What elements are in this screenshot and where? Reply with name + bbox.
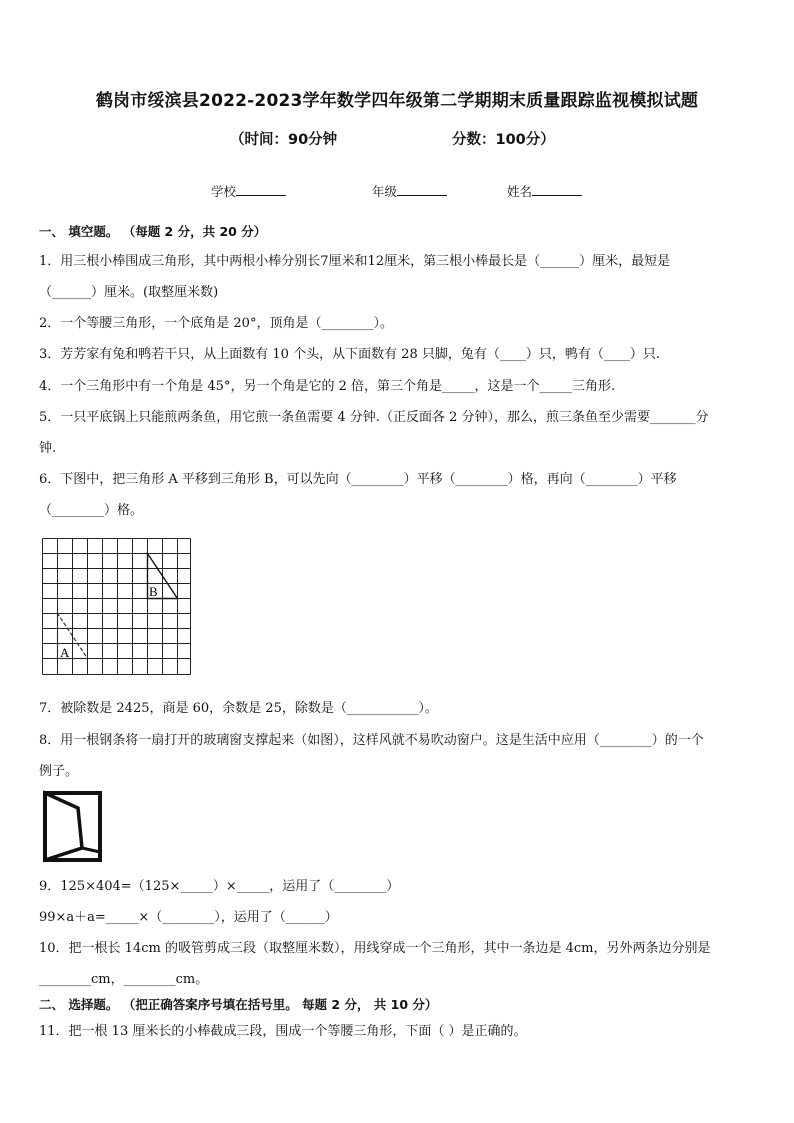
open-window-pane (45, 793, 82, 860)
question-5-line-1: 5．一只平底锅上只能煎两条鱼，用它煎一条鱼需要 4 分钟.（正反面各 2 分钟），那么，煎三条鱼至少需要_______分 (39, 410, 709, 425)
grade-label: 年级 (372, 184, 398, 199)
name-blank (532, 183, 582, 196)
question-6-line-1: 6．下图中，把三角形 A 平移到三角形 B，可以先向（________）平移（________）格，再向（________）平移 (39, 472, 677, 487)
exam-time: （时间：90分钟 (230, 132, 338, 148)
section-heading-fill-blank: 一、 填空题。 （每题 2 分，共 20 分） (39, 224, 267, 239)
question-10-line-2: ________cm，________cm。 (39, 972, 209, 987)
question-1-line-2: （______）厘米。(取整厘米数) (39, 285, 219, 300)
question-2: 2．一个等腰三角形，一个底角是 20°，顶角是（________）。 (39, 316, 393, 331)
question-9-line-1: 9．125×404=（125×_____）×_____，运用了（________） (39, 879, 400, 894)
question-11: 11．把一根 13 厘米长的小棒截成三段，围成一个等腰三角形，下面（ ）是正确的。 (39, 1024, 527, 1039)
label-triangle-b: B (149, 584, 158, 599)
window-support-figure (42, 790, 104, 864)
grade-blank (397, 183, 447, 196)
label-triangle-a: A (60, 645, 70, 660)
question-8-line-2: 例子。 (39, 764, 79, 779)
question-5-line-2: 钟. (39, 441, 57, 456)
question-10-line-1: 10．把一根长 14cm 的吸管剪成三段（取整厘米数），用线穿成一个三角形，其中一条边是 4cm，另外两条边分别是 (39, 941, 711, 956)
question-6-line-2: （________）格。 (39, 503, 144, 518)
steel-support-bar (82, 848, 100, 852)
school-blank (236, 183, 286, 196)
name-field (507, 182, 582, 200)
question-9-line-2: 99×a＋a=_____×（________），运用了（______） (39, 910, 338, 925)
question-3: 3．芳芳家有兔和鸭若干只，从上面数有 10 个头，从下面数有 28 只脚，兔有（____）只，鸭有（____）只. (39, 347, 661, 362)
question-4: 4．一个三角形中有一个角是 45°，另一个角是它的 2 倍，第三个角是_____，这是一个_____三角形. (39, 379, 616, 394)
school-label: 学校 (211, 184, 237, 199)
name-label: 姓名 (507, 184, 533, 199)
question-7: 7．被除数是 2425，商是 60，余数是 25，除数是（___________）。 (39, 701, 438, 716)
school-field (211, 182, 286, 200)
question-1-line-1: 1．用三根小棒围成三角形，其中两根小棒分别长7厘米和12厘米，第三根小棒最长是（______）厘米，最短是 (39, 254, 671, 269)
section-heading-choice: 二、 选择题。 （把正确答案序号填在括号里。 每题 2 分， 共 10 分） (39, 997, 438, 1012)
grade-field (372, 182, 447, 200)
translation-grid-figure (42, 538, 192, 678)
exam-score: 分数：100分） (452, 132, 555, 148)
question-8-line-1: 8．用一根钢条将一扇打开的玻璃窗支撑起来（如图），这样风就不易吹动窗户。这是生活中应用（________）的一个 (39, 733, 704, 748)
page-title: 鹤岗市绥滨县2022-2023学年数学四年级第二学期期末质量跟踪监视模拟试题 (95, 91, 699, 111)
